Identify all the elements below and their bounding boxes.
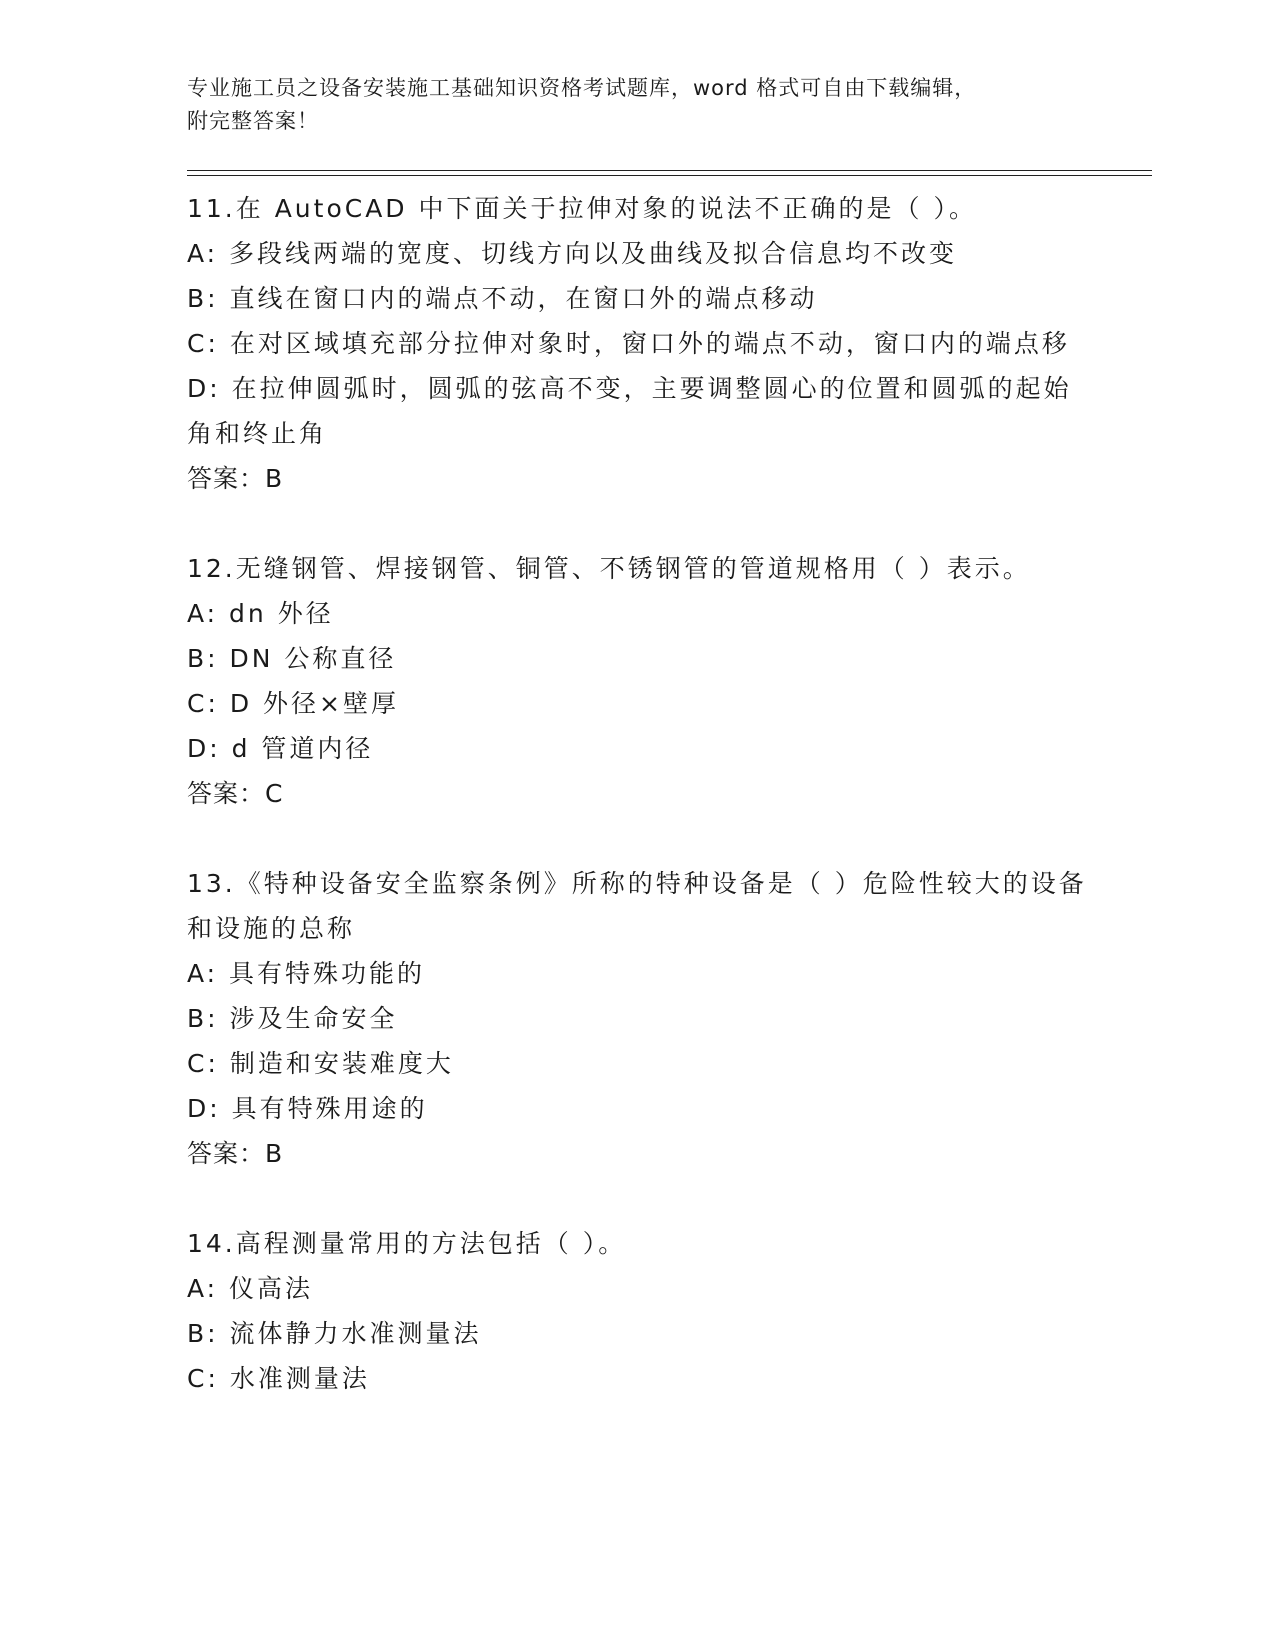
answer: 答案：B [187,1139,284,1168]
header-rule-bottom [187,175,1152,176]
document-header [187,72,1067,138]
option-c: C: D 外径×壁厚 [187,689,399,718]
option-a: A: 多段线两端的宽度、切线方向以及曲线及拟合信息均不改变 [187,239,958,268]
header-line-1: 专业施工员之设备安装施工基础知识资格考试题库，word 格式可自由下载编辑， [187,76,977,100]
option-d: D: 在拉伸圆弧时，圆弧的弦高不变，主要调整圆心的位置和圆弧的起始角和终止角 [187,374,1072,448]
question-stem: 12.无缝钢管、焊接钢管、铜管、不锈钢管的管道规格用（ ）表示。 [187,554,1031,583]
option-c: C: 在对区域填充部分拉伸对象时，窗口外的端点不动，窗口内的端点移 [187,329,1070,358]
option-d: D: d 管道内径 [187,734,374,763]
option-c: C: 制造和安装难度大 [187,1049,454,1078]
answer: 答案：C [187,779,284,808]
question-stem: 14.高程测量常用的方法包括（ ）。 [187,1229,627,1258]
question-stem: 11.在 AutoCAD 中下面关于拉伸对象的说法不正确的是（ ）。 [187,194,977,223]
option-d: D: 具有特殊用途的 [187,1094,428,1123]
question-12 [187,546,1087,816]
header-line-2: 附完整答案！ [187,109,319,133]
question-14 [187,1221,1087,1401]
question-stem: 13.《特种设备安全监察条例》所称的特种设备是（ ）危险性较大的设备和设施的总称 [187,869,1087,943]
option-a: A: 具有特殊功能的 [187,959,426,988]
answer: 答案：B [187,464,284,493]
option-b: B: DN 公称直径 [187,644,397,673]
option-a: A: dn 外径 [187,599,334,628]
option-c: C: 水准测量法 [187,1364,370,1393]
question-13 [187,861,1087,1176]
option-b: B: 涉及生命安全 [187,1004,398,1033]
option-b: B: 直线在窗口内的端点不动，在窗口外的端点移动 [187,284,818,313]
header-rule-top [187,170,1152,171]
option-b: B: 流体静力水准测量法 [187,1319,482,1348]
question-list [187,186,1087,1446]
option-a: A: 仪高法 [187,1274,314,1303]
question-11 [187,186,1087,501]
